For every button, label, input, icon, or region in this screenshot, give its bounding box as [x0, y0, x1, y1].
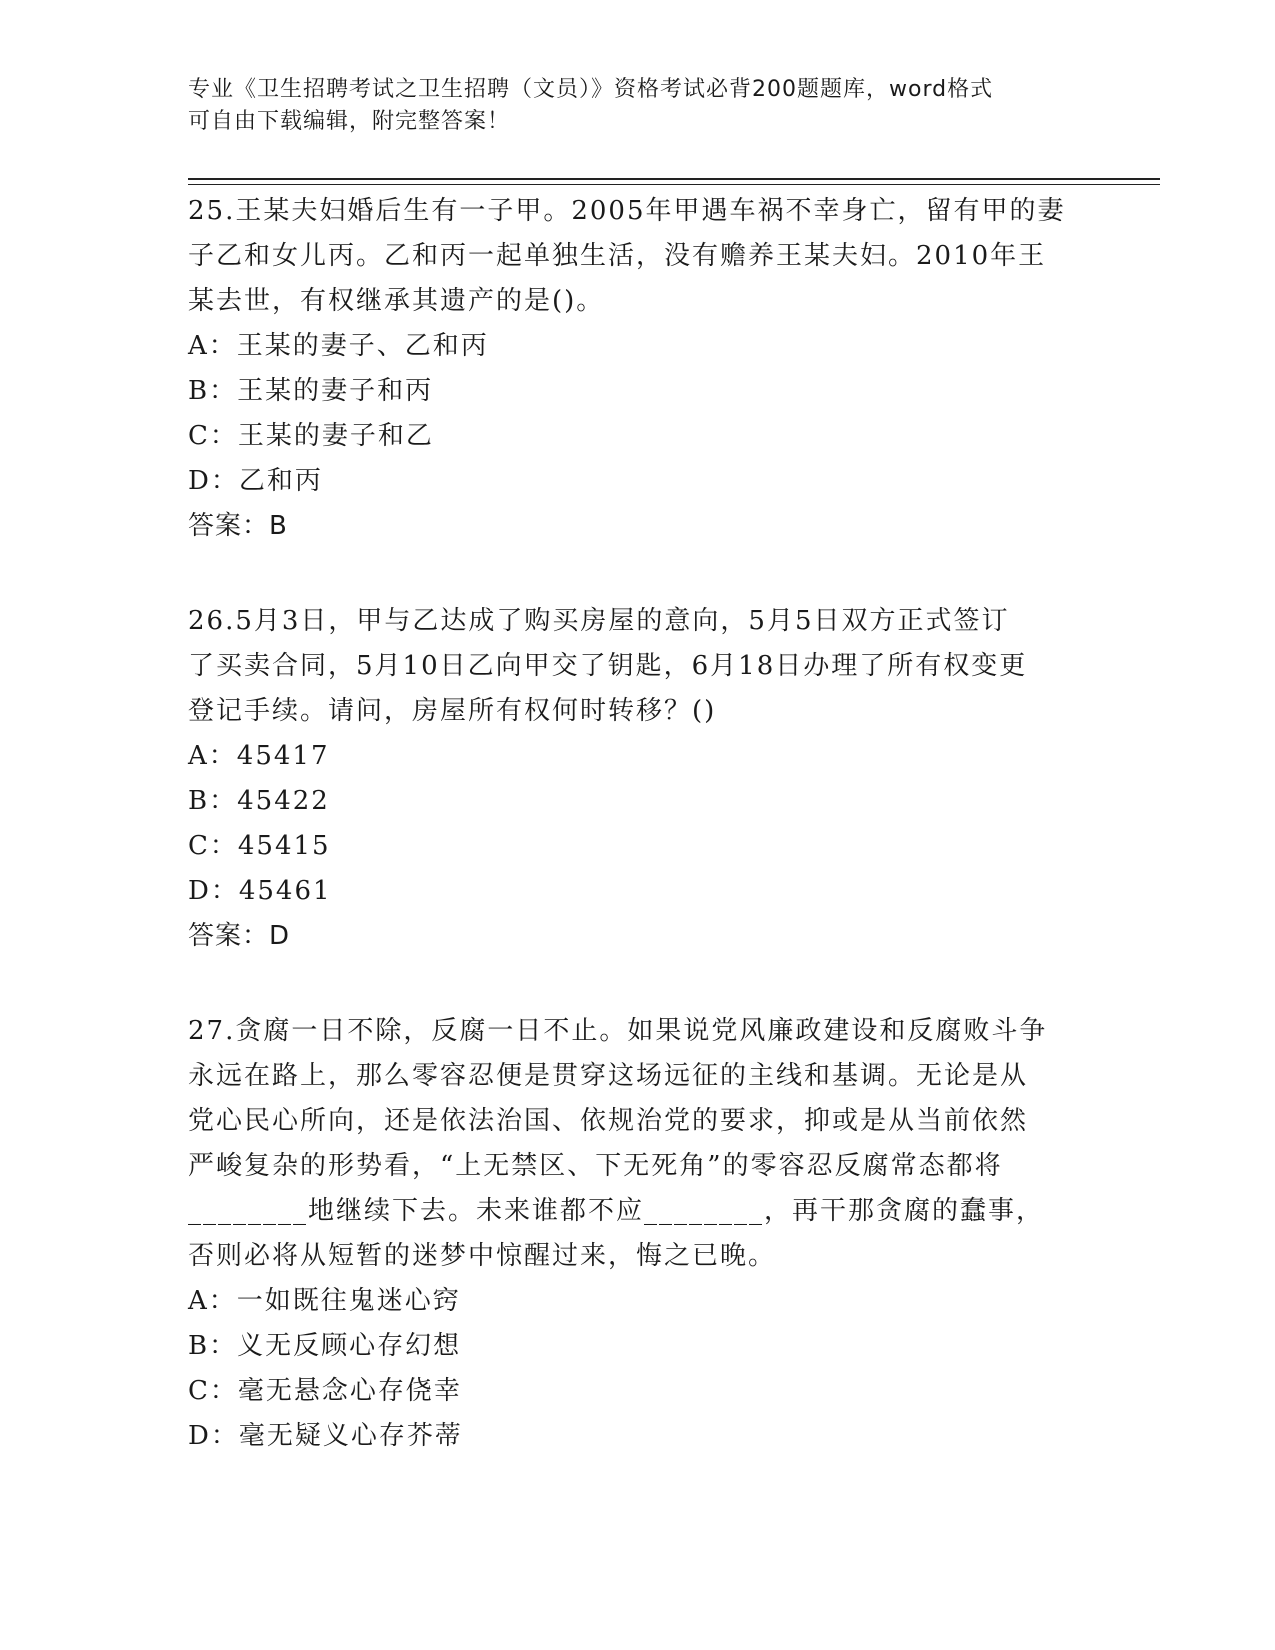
header-divider-thin: [188, 184, 1160, 185]
header-line-2: 可自由下载编辑，附完整答案！: [188, 109, 511, 134]
answer-line: 答案：B: [188, 511, 288, 541]
option-d: D：45461: [188, 876, 332, 906]
question-stem: [188, 189, 1088, 324]
option-b: B：王某的妻子和丙: [188, 376, 434, 406]
question-27: [188, 1009, 1088, 1459]
option-c: C：45415: [188, 831, 331, 861]
stem-line: 党心民心所向，还是依法治国、依规治党的要求，抑或是从当前依然: [188, 1106, 1029, 1136]
stem-line: 26.5月3日，甲与乙达成了购买房屋的意向，5月5日双方正式签订: [188, 606, 1010, 636]
header-line-1: 专业《卫生招聘考试之卫生招聘（文员）》资格考试必背200题题库，word格式: [188, 77, 994, 102]
stem-line: 登记手续。请问，房屋所有权何时转移？(): [188, 696, 717, 726]
stem-line: 27.贪腐一日不除，反腐一日不止。如果说党风廉政建设和反腐败斗争: [188, 1016, 1048, 1046]
stem-line: 子乙和女儿丙。乙和丙一起单独生活，没有赡养王某夫妇。2010年王: [188, 241, 1047, 271]
option-d: D：乙和丙: [188, 466, 323, 496]
option-a: A：45417: [188, 741, 330, 771]
stem-line: 严峻复杂的形势看，“上无禁区、下无死角”的零容忍反腐常态都将: [188, 1151, 1003, 1181]
option-c: C：毫无悬念心存侥幸: [188, 1376, 462, 1406]
option-a: A：一如既往鬼迷心窍: [188, 1286, 461, 1316]
question-stem: [188, 599, 1088, 734]
question-26: [188, 599, 1088, 959]
question-25: [188, 189, 1088, 549]
option-b: B：45422: [188, 786, 330, 816]
stem-line: 永远在路上，那么零容忍便是贯穿这场远征的主线和基调。无论是从: [188, 1061, 1029, 1091]
stem-line: 否则必将从短暂的迷梦中惊醒过来，悔之已晚。: [188, 1241, 777, 1271]
option-c: C：王某的妻子和乙: [188, 421, 434, 451]
option-a: A：王某的妻子、乙和丙: [188, 331, 489, 361]
question-stem: [188, 1009, 1088, 1279]
answer-line: 答案：D: [188, 921, 291, 951]
document-header: [188, 74, 1088, 138]
stem-line: 某去世，有权继承其遗产的是()。: [188, 286, 605, 316]
header-divider-thick: [188, 178, 1160, 180]
stem-line: 25.王某夫妇婚后生有一子甲。2005年甲遇车祸不幸身亡，留有甲的妻: [188, 196, 1066, 226]
stem-line: ________地继续下去。未来谁都不应________，再干那贪腐的蠢事，: [188, 1196, 1045, 1226]
option-d: D：毫无疑义心存芥蒂: [188, 1421, 463, 1451]
stem-line: 了买卖合同，5月10日乙向甲交了钥匙，6月18日办理了所有权变更: [188, 651, 1028, 681]
option-b: B：义无反顾心存幻想: [188, 1331, 462, 1361]
